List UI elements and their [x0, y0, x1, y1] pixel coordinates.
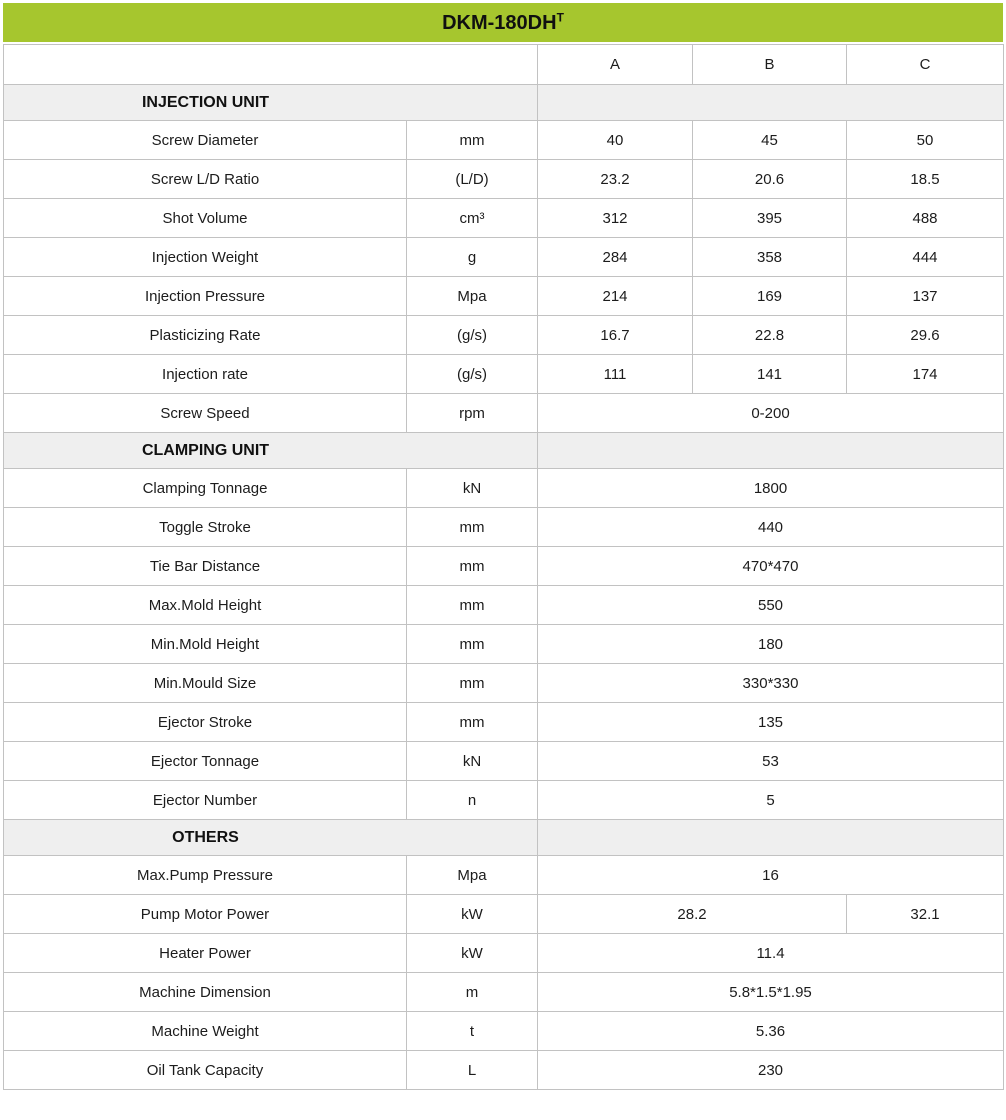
spec-value: 32.1 — [847, 895, 1004, 934]
spec-row — [4, 508, 1004, 547]
section-header-row — [4, 820, 1004, 856]
model-title — [442, 9, 564, 34]
spec-label: Shot Volume — [4, 199, 407, 238]
spec-value: 395 — [693, 199, 847, 238]
spec-label: Screw Speed — [4, 394, 407, 433]
spec-row — [4, 973, 1004, 1012]
spec-value: 470*470 — [538, 547, 1004, 586]
spec-value: 440 — [538, 508, 1004, 547]
spec-row — [4, 586, 1004, 625]
spec-value: 214 — [538, 277, 693, 316]
spec-unit: n — [407, 781, 538, 820]
spec-row — [4, 664, 1004, 703]
column-header-c: C — [847, 45, 1004, 85]
spec-value: 284 — [538, 238, 693, 277]
spec-value: 180 — [538, 625, 1004, 664]
spec-value: 40 — [538, 121, 693, 160]
spec-row — [4, 895, 1004, 934]
section-spacer — [538, 820, 1004, 856]
spec-label: Pump Motor Power — [4, 895, 407, 934]
spec-value: 135 — [538, 703, 1004, 742]
spec-value: 1800 — [538, 469, 1004, 508]
section-spacer — [538, 433, 1004, 469]
spec-value: 5.8*1.5*1.95 — [538, 973, 1004, 1012]
spec-label: Plasticizing Rate — [4, 316, 407, 355]
spec-label: Machine Weight — [4, 1012, 407, 1051]
section-spacer — [538, 85, 1004, 121]
spec-row — [4, 742, 1004, 781]
column-header-a: A — [538, 45, 693, 85]
spec-value: 169 — [693, 277, 847, 316]
spec-value: 29.6 — [847, 316, 1004, 355]
spec-value: 5.36 — [538, 1012, 1004, 1051]
spec-value: 0-200 — [538, 394, 1004, 433]
spec-value: 111 — [538, 355, 693, 394]
spec-unit: m — [407, 973, 538, 1012]
spec-unit: g — [407, 238, 538, 277]
spec-value: 358 — [693, 238, 847, 277]
spec-label: Min.Mould Size — [4, 664, 407, 703]
spec-table-body — [4, 85, 1004, 1090]
spec-value: 141 — [693, 355, 847, 394]
spec-label: Screw Diameter — [4, 121, 407, 160]
spec-unit: kN — [407, 742, 538, 781]
spec-row — [4, 703, 1004, 742]
spec-value: 16.7 — [538, 316, 693, 355]
spec-value: 488 — [847, 199, 1004, 238]
spec-unit: L — [407, 1051, 538, 1090]
spec-unit: Mpa — [407, 856, 538, 895]
spec-unit: (g/s) — [407, 316, 538, 355]
spec-value: 5 — [538, 781, 1004, 820]
spec-unit: mm — [407, 703, 538, 742]
section-label: INJECTION UNIT — [4, 85, 538, 121]
spec-value: 20.6 — [693, 160, 847, 199]
model-name-superscript: T — [556, 9, 564, 24]
spec-value: 444 — [847, 238, 1004, 277]
column-header-row — [4, 45, 1004, 85]
spec-row — [4, 121, 1004, 160]
model-name: DKM-180DH — [442, 11, 557, 34]
spec-unit: (L/D) — [407, 160, 538, 199]
spec-unit: t — [407, 1012, 538, 1051]
spec-value: 45 — [693, 121, 847, 160]
spec-value: 330*330 — [538, 664, 1004, 703]
spec-label: Max.Pump Pressure — [4, 856, 407, 895]
spec-row — [4, 238, 1004, 277]
spec-unit: mm — [407, 547, 538, 586]
spec-label: Screw L/D Ratio — [4, 160, 407, 199]
spec-label: Injection rate — [4, 355, 407, 394]
spec-row — [4, 934, 1004, 973]
spec-value: 137 — [847, 277, 1004, 316]
spec-label: Ejector Tonnage — [4, 742, 407, 781]
spec-value: 28.2 — [538, 895, 847, 934]
spec-row — [4, 547, 1004, 586]
spec-row — [4, 781, 1004, 820]
spec-label: Max.Mold Height — [4, 586, 407, 625]
model-title-bar — [3, 3, 1003, 42]
corner-spacer — [4, 45, 538, 85]
spec-value: 23.2 — [538, 160, 693, 199]
spec-label: Clamping Tonnage — [4, 469, 407, 508]
spec-row — [4, 625, 1004, 664]
spec-value: 11.4 — [538, 934, 1004, 973]
spec-value: 53 — [538, 742, 1004, 781]
spec-label: Ejector Number — [4, 781, 407, 820]
spec-label: Min.Mold Height — [4, 625, 407, 664]
spec-unit: kW — [407, 934, 538, 973]
spec-value: 16 — [538, 856, 1004, 895]
spec-row — [4, 316, 1004, 355]
spec-row — [4, 1012, 1004, 1051]
spec-value: 18.5 — [847, 160, 1004, 199]
spec-value: 550 — [538, 586, 1004, 625]
spec-unit: mm — [407, 664, 538, 703]
spec-label: Tie Bar Distance — [4, 547, 407, 586]
spec-label: Ejector Stroke — [4, 703, 407, 742]
spec-table — [3, 44, 1004, 1090]
spec-unit: rpm — [407, 394, 538, 433]
section-header-row — [4, 433, 1004, 469]
spec-unit: kN — [407, 469, 538, 508]
spec-value: 22.8 — [693, 316, 847, 355]
spec-value: 50 — [847, 121, 1004, 160]
spec-value: 230 — [538, 1051, 1004, 1090]
spec-unit: mm — [407, 625, 538, 664]
spec-unit: cm³ — [407, 199, 538, 238]
spec-row — [4, 199, 1004, 238]
section-header-row — [4, 85, 1004, 121]
spec-value: 312 — [538, 199, 693, 238]
spec-label: Machine Dimension — [4, 973, 407, 1012]
spec-unit: mm — [407, 121, 538, 160]
spec-value: 174 — [847, 355, 1004, 394]
spec-unit: mm — [407, 508, 538, 547]
spec-row — [4, 469, 1004, 508]
spec-row — [4, 1051, 1004, 1090]
spec-label: Toggle Stroke — [4, 508, 407, 547]
spec-row — [4, 277, 1004, 316]
spec-unit: mm — [407, 586, 538, 625]
spec-label: Injection Pressure — [4, 277, 407, 316]
spec-unit: Mpa — [407, 277, 538, 316]
section-label: OTHERS — [4, 820, 538, 856]
spec-unit: (g/s) — [407, 355, 538, 394]
spec-label: Oil Tank Capacity — [4, 1051, 407, 1090]
column-header-b: B — [693, 45, 847, 85]
spec-row — [4, 856, 1004, 895]
spec-row — [4, 394, 1004, 433]
spec-label: Heater Power — [4, 934, 407, 973]
spec-label: Injection Weight — [4, 238, 407, 277]
spec-unit: kW — [407, 895, 538, 934]
spec-row — [4, 160, 1004, 199]
section-label: CLAMPING UNIT — [4, 433, 538, 469]
spec-row — [4, 355, 1004, 394]
